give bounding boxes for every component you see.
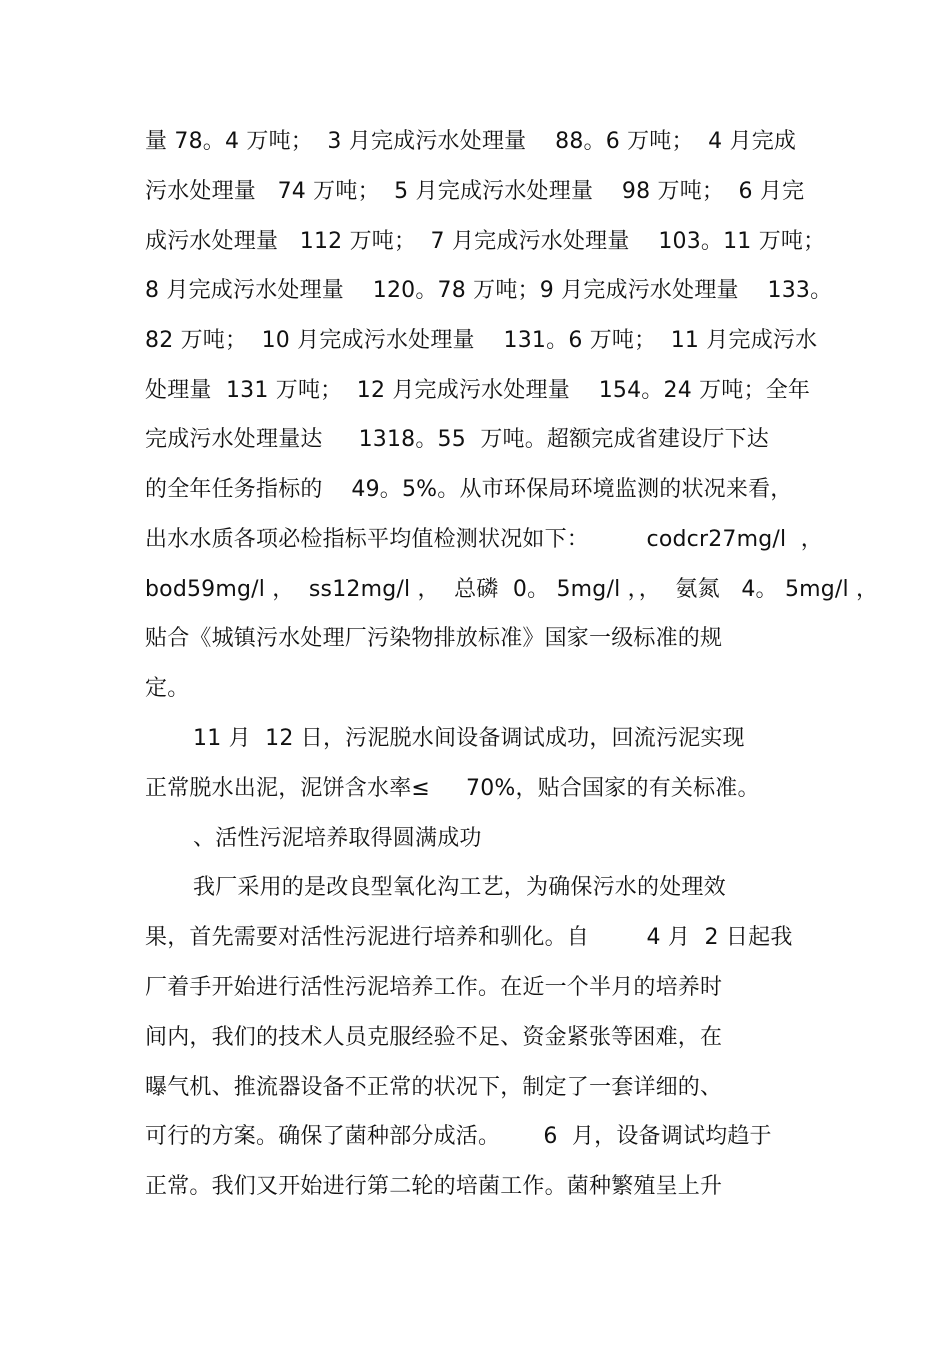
text-line: 完成污水处理量达 1318。55 万吨。超额完成省建设厅下达 <box>145 427 769 452</box>
text-line: 果，首先需要对活性污泥进行培养和驯化。自 4 月 2 日起我 <box>145 925 793 950</box>
text-line: 正常。我们又开始进行第二轮的培菌工作。菌种繁殖呈上升 <box>145 1174 723 1199</box>
section-heading: 、活性污泥培养取得圆满成功 <box>193 826 482 851</box>
text-line: 定。 <box>145 676 190 701</box>
text-line: 厂着手开始进行活性污泥培养工作。在近一个半月的培养时 <box>145 975 723 1000</box>
text-line: 的全年任务指标的 49。5%。从市环保局环境监测的状况来看， <box>145 477 793 502</box>
text-line: 我厂采用的是改良型氧化沟工艺，为确保污水的处理效 <box>193 875 726 900</box>
text-line: 11 月 12 日，污泥脱水间设备调试成功，回流污泥实现 <box>193 726 745 751</box>
text-line: 82 万吨； 10 月完成污水处理量 131。6 万吨； 11 月完成污水 <box>145 328 818 353</box>
text-line: 间内，我们的技术人员克服经验不足、资金紧张等困难，在 <box>145 1025 723 1050</box>
text-line: 可行的方案。确保了菌种部分成活。 6 月，设备调试均趋于 <box>145 1124 772 1149</box>
text-line: 8 月完成污水处理量 120。78 万吨；9 月完成污水处理量 133。 <box>145 278 833 303</box>
text-line: 贴合《城镇污水处理厂污染物排放标准》国家一级标准的规 <box>145 626 723 651</box>
text-line: bod59mg/l ， ss12mg/l ， 总磷 0。 5mg/l ，， 氨氮 4。 5mg/l ， <box>145 577 879 602</box>
text-line: 正常脱水出泥，泥饼含水率≤ 70%，贴合国家的有关标准。 <box>145 776 760 801</box>
text-line: 污水处理量 74 万吨； 5 月完成污水处理量 98 万吨； 6 月完 <box>145 179 805 204</box>
text-line: 曝气机、推流器设备不正常的状况下，制定了一套详细的、 <box>145 1075 723 1100</box>
text-line: 出水水质各项必检指标平均值检测状况如下： codcr27mg/l ， <box>145 527 823 552</box>
text-line: 处理量 131 万吨； 12 月完成污水处理量 154。24 万吨；全年 <box>145 378 811 403</box>
text-line: 量 78。4 万吨； 3 月完成污水处理量 88。6 万吨； 4 月完成 <box>145 129 797 154</box>
text-line: 成污水处理量 112 万吨； 7 月完成污水处理量 103。11 万吨； <box>145 229 826 254</box>
